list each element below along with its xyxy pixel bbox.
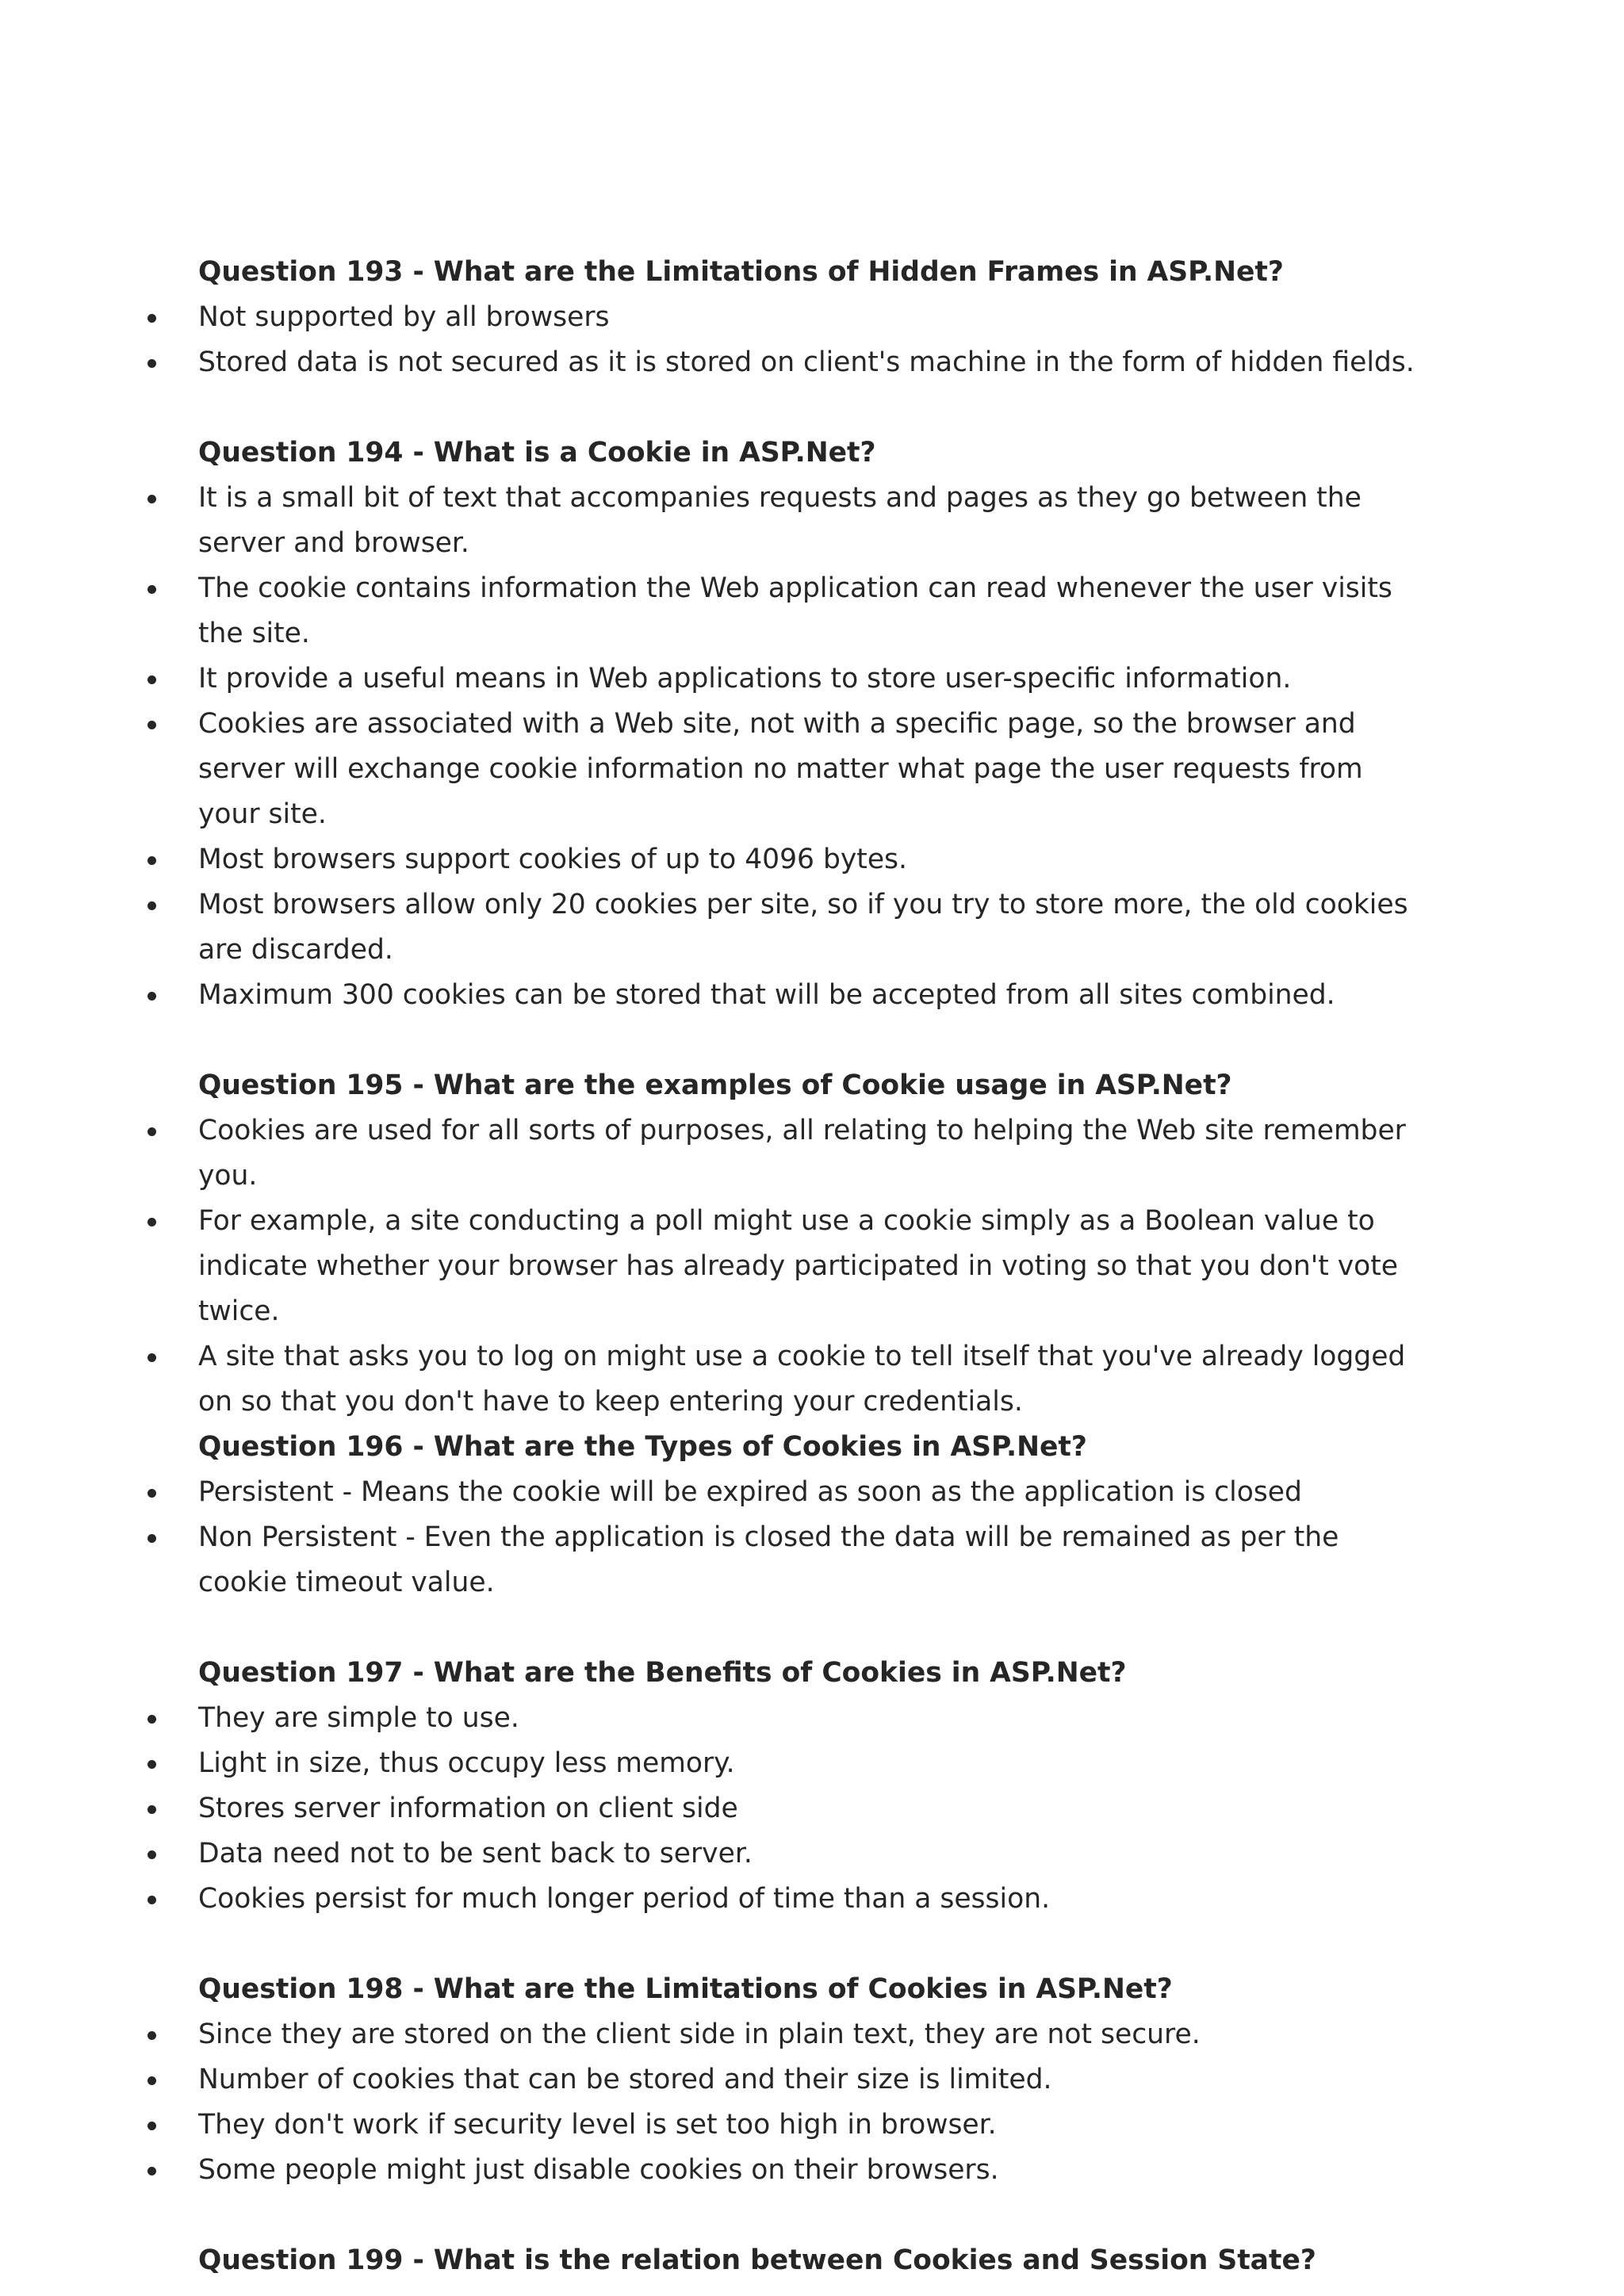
bullet-icon [147, 585, 156, 594]
list-item [0, 973, 1427, 1018]
bullet-icon [147, 2076, 156, 2085]
bullet-icon [147, 2122, 156, 2130]
list-item-text: Persistent - Means the cookie will be expired as soon as the application is closed [198, 1476, 1302, 1508]
bullet-icon [147, 1127, 156, 1136]
question-195-section [0, 1063, 1624, 1425]
question-heading: Question 195 - What are the examples of Cookie usage in ASP.Net? [198, 1070, 1232, 1101]
list-item-text: Some people might just disable cookies on their browsers. [198, 2154, 999, 2186]
answer-list [0, 1696, 1624, 1922]
list-item-text: Cookies persist for much longer period of time than a session. [198, 1883, 1051, 1915]
question-198-section [0, 1967, 1624, 2193]
question-heading: Question 194 - What is a Cookie in ASP.Net? [198, 437, 876, 469]
list-item-text: Non Persistent - Even the application is closed the data will be remained as per the cookie timeout value. [198, 1521, 1339, 1598]
question-196-section [0, 1425, 1624, 1605]
list-item [0, 295, 1427, 340]
bullet-icon [147, 1850, 156, 1859]
section-spacer [0, 1605, 1624, 1651]
question-197-section [0, 1651, 1624, 1922]
answer-list [0, 476, 1624, 1018]
question-194-section [0, 430, 1624, 1018]
list-item [0, 1334, 1427, 1425]
list-item-text: Not supported by all browsers [198, 301, 610, 333]
list-item [0, 1470, 1427, 1515]
list-item-text: Since they are stored on the client side in plain text, they are not secure. [198, 2019, 1201, 2050]
bullet-icon [147, 992, 156, 1001]
list-item-text: Most browsers support cookies of up to 4096 bytes. [198, 844, 907, 875]
list-item [0, 566, 1427, 656]
section-spacer [0, 2193, 1624, 2238]
list-item-text: For example, a site conducting a poll might use a cookie simply as a Boolean value to indicate whether your browser has already participated in voting so that you don't vote twice. [198, 1205, 1399, 1327]
list-item [0, 1515, 1427, 1605]
section-spacer [0, 385, 1624, 430]
list-item [0, 656, 1427, 702]
list-item-text: They are simple to use. [198, 1702, 519, 1734]
list-item [0, 340, 1427, 385]
list-item-text: Light in size, thus occupy less memory. [198, 1747, 735, 1779]
bullet-icon [147, 1218, 156, 1226]
bullet-icon [147, 675, 156, 684]
list-item-text: It is a small bit of text that accompanies requests and pages as they go between the server and browser. [198, 482, 1362, 559]
list-item [0, 837, 1427, 882]
section-spacer [0, 1018, 1624, 1063]
list-item-text: A site that asks you to log on might use a cookie to tell itself that you've already logged on so that you don't have to keep entering your credentials. [198, 1341, 1406, 1418]
question-heading: Question 199 - What is the relation between Cookies and Session State? [198, 2244, 1316, 2276]
bullet-icon [147, 1805, 156, 1814]
bullet-icon [147, 1896, 156, 1904]
document-page [0, 250, 1624, 2283]
bullet-icon [147, 314, 156, 323]
list-item-text: Data need not to be sent back to server. [198, 1838, 753, 1869]
bullet-icon [147, 1760, 156, 1769]
bullet-icon [147, 1353, 156, 1362]
answer-list [0, 1108, 1624, 1425]
answer-list [0, 295, 1624, 385]
list-item [0, 2012, 1427, 2057]
list-item-text: Maximum 300 cookies can be stored that will be accepted from all sites combined. [198, 979, 1335, 1011]
list-item [0, 1741, 1427, 1786]
list-item-text: Most browsers allow only 20 cookies per site, so if you try to store more, the old cookies are discarded. [198, 889, 1408, 966]
question-heading: Question 196 - What are the Types of Cookies in ASP.Net? [198, 1431, 1087, 1463]
list-item-text: The cookie contains information the Web application can read whenever the user visits the site. [198, 572, 1392, 649]
bullet-icon [147, 856, 156, 865]
answer-list [0, 2012, 1624, 2193]
list-item [0, 882, 1427, 973]
list-item-text: Cookies are associated with a Web site, not with a specific page, so the browser and server will exchange cookie information no matter what page the user requests from your site. [198, 708, 1363, 830]
bullet-icon [147, 2167, 156, 2175]
bullet-icon [147, 1534, 156, 1543]
list-item [0, 1108, 1427, 1199]
question-heading: Question 193 - What are the Limitations of Hidden Frames in ASP.Net? [198, 256, 1284, 288]
list-item [0, 1831, 1427, 1877]
question-heading: Question 197 - What are the Benefits of Cookies in ASP.Net? [198, 1657, 1127, 1689]
list-item-text: It provide a useful means in Web applications to store user-specific information. [198, 663, 1292, 695]
bullet-icon [147, 1715, 156, 1724]
list-item-text: Cookies are used for all sorts of purposes, all relating to helping the Web site remember you. [198, 1115, 1406, 1192]
question-heading: Question 198 - What are the Limitations of Cookies in ASP.Net? [198, 1973, 1173, 2005]
list-item [0, 1696, 1427, 1741]
bullet-icon [147, 2031, 156, 2040]
list-item-text: They don't work if security level is set too high in browser. [198, 2109, 997, 2141]
question-193-section [0, 250, 1624, 385]
list-item [0, 2148, 1427, 2193]
list-item [0, 2057, 1427, 2103]
list-item-text: Stored data is not secured as it is stored on client's machine in the form of hidden fields. [198, 346, 1415, 378]
list-item [0, 702, 1427, 837]
list-item [0, 2103, 1427, 2148]
bullet-icon [147, 359, 156, 368]
list-item [0, 1786, 1427, 1831]
list-item-text: Number of cookies that can be stored and their size is limited. [198, 2064, 1052, 2095]
bullet-icon [147, 721, 156, 729]
bullet-icon [147, 1489, 156, 1498]
section-spacer [0, 1922, 1624, 1967]
bullet-icon [147, 901, 156, 910]
bullet-icon [147, 495, 156, 503]
list-item [0, 1877, 1427, 1922]
list-item [0, 476, 1427, 566]
list-item-text: Stores server information on client side [198, 1793, 738, 1824]
question-199-section [0, 2238, 1624, 2283]
answer-list [0, 1470, 1624, 1605]
list-item [0, 1199, 1427, 1334]
